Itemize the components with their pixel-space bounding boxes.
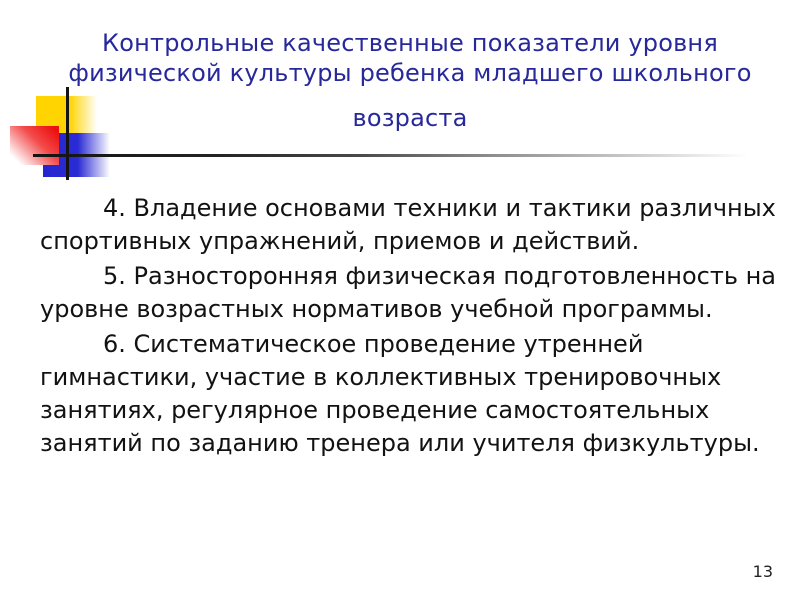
title-line-1: Контрольные качественные показатели уровня [102, 29, 718, 57]
body-text [40, 192, 776, 462]
title-line-2: физической культуры ребенка младшего школьного [68, 59, 752, 87]
text-line: занятий по заданию тренера или учителя физкультуры. [40, 429, 760, 457]
page-number: 13 [752, 562, 773, 581]
horizontal-rule [33, 154, 763, 157]
text-line: спортивных упражнений, приемов и действий. [40, 227, 640, 255]
text-line: занятиях, регулярное проведение самостоятельных [40, 396, 710, 424]
text-line: уровне возрастных нормативов учебной программы. [40, 295, 713, 323]
vertical-line [66, 87, 69, 180]
text-line: 4. Владение основами техники и тактики различных [103, 194, 776, 222]
red-square [10, 126, 59, 165]
paragraph-4 [40, 192, 776, 258]
text-line: 5. Разносторонняя физическая подготовленность на [103, 262, 776, 290]
paragraph-6 [40, 328, 772, 460]
title-line-3: возраста [352, 104, 468, 132]
text-line: 6. Систематическое проведение утренней [103, 330, 644, 358]
slide-title [30, 28, 790, 133]
text-line: гимнастики, участие в коллективных тренировочных [40, 363, 722, 391]
paragraph-5 [40, 260, 776, 326]
